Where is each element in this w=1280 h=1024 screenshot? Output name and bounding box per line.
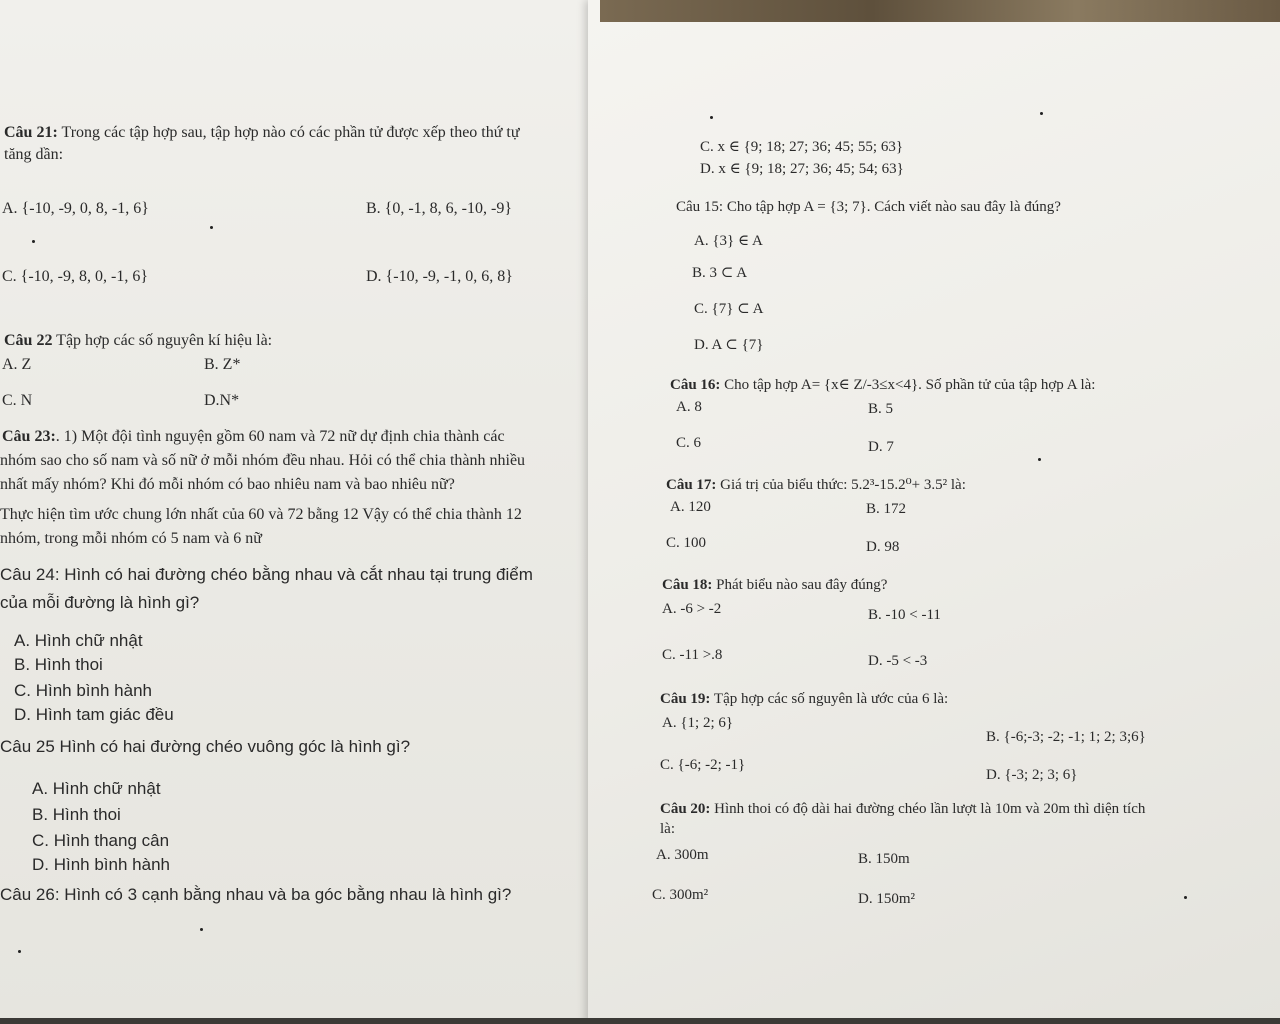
q19-option-a: A. {1; 2; 6}	[662, 715, 734, 731]
q18-option-d: D. -5 < -3	[868, 653, 928, 669]
q20-question-line2: là:	[660, 821, 675, 837]
q22-option-a: A. Z	[2, 356, 32, 373]
q19-question	[660, 690, 948, 708]
q18-option-c: C. -11 >.8	[662, 647, 723, 663]
q25-option-a: A. Hình chữ nhật	[32, 779, 161, 798]
q24-option-c: C. Hình bình hành	[14, 681, 152, 700]
q14-option-c: C. x ∈ {9; 18; 27; 36; 45; 55; 63}	[700, 139, 904, 155]
q19-option-c: C. {-6; -2; -1}	[660, 757, 746, 773]
q24-option-b: B. Hình thoi	[14, 655, 103, 674]
q16-question	[670, 376, 1095, 394]
q20-option-a: A. 300m	[656, 847, 709, 863]
q15-option-a: A. {3} ∈ A	[694, 233, 763, 249]
q16-option-c: C. 6	[676, 435, 702, 451]
q18-question	[662, 576, 887, 594]
q14-option-d: D. x ∈ {9; 18; 27; 36; 45; 54; 63}	[700, 161, 904, 177]
q17-text: Giá trị của biểu thức: 5.2³-15.2⁰+ 3.5² là:	[716, 477, 966, 493]
q17-option-c: C. 100	[666, 535, 707, 551]
q15-option-c: C. {7} ⊂ A	[694, 301, 764, 317]
q17-question	[666, 476, 966, 494]
q23-line3: nhất mấy nhóm? Khi đó mỗi nhóm có bao nhiêu nam và bao nhiêu nữ?	[0, 476, 455, 493]
background-strip	[600, 0, 1280, 22]
q19-option-b: B. {-6;-3; -2; -1; 1; 2; 3;6}	[986, 729, 1146, 745]
q15-option-b: B. 3 ⊂ A	[692, 265, 748, 281]
q17-label: Câu 17:	[666, 477, 717, 493]
speck	[18, 950, 21, 953]
q22-label: Câu 22	[4, 332, 53, 349]
speck	[1184, 896, 1187, 899]
q16-option-d: D. 7	[868, 439, 894, 455]
q25-line: Câu 25 Hình có hai đường chéo vuông góc là hình gì?	[0, 737, 411, 756]
q21-option-c: C. {-10, -9, 8, 0, -1, 6}	[2, 268, 149, 285]
q19-label: Câu 19:	[660, 691, 711, 707]
q19-option-d: D. {-3; 2; 3; 6}	[986, 767, 1078, 783]
q22-text: Tập hợp các số nguyên kí hiệu là:	[52, 332, 273, 349]
q17-option-a: A. 120	[670, 499, 711, 515]
q23-line1	[2, 428, 505, 446]
q21-option-a: A. {-10, -9, 0, 8, -1, 6}	[2, 200, 149, 217]
speck	[200, 928, 203, 931]
q20-option-b: B. 150m	[858, 851, 910, 867]
q17-option-d: D. 98	[866, 539, 900, 555]
q21-option-b: B. {0, -1, 8, 6, -10, -9}	[366, 200, 513, 217]
q20-option-c: C. 300m²	[652, 887, 709, 903]
speck	[32, 240, 35, 243]
q15-question: Câu 15: Cho tập hợp A = {3; 7}. Cách viết nào sau đây là đúng?	[676, 199, 1061, 215]
q21-option-d: D. {-10, -9, -1, 0, 6, 8}	[366, 268, 513, 285]
q16-option-b: B. 5	[868, 401, 894, 417]
speck	[1038, 458, 1041, 461]
q20-option-d: D. 150m²	[858, 891, 915, 907]
q22-option-c: C. N	[2, 392, 33, 409]
q23-label: Câu 23:	[2, 428, 56, 445]
q22-option-b: B. Z*	[204, 356, 241, 373]
q21-line2: tăng dần:	[4, 146, 64, 163]
q20-label: Câu 20:	[660, 801, 711, 817]
q20-text: Hình thoi có độ dài hai đường chéo lần lượt là 10m và 20m thì diện tích	[710, 801, 1146, 817]
q15-option-d: D. A ⊂ {7}	[694, 337, 764, 353]
q24-option-a: A. Hình chữ nhật	[14, 631, 143, 650]
q18-option-b: B. -10 < -11	[868, 607, 941, 623]
q24-line1: Câu 24: Hình có hai đường chéo bằng nhau và cắt nhau tại trung điểm	[0, 565, 533, 584]
q21-text: Trong các tập hợp sau, tập hợp nào có các phần tử được xếp theo thứ tự	[57, 124, 520, 141]
speck	[210, 226, 213, 229]
q23-line2: nhóm sao cho số nam và số nữ ở mỗi nhóm đều nhau. Hỏi có thể chia thành nhiều	[0, 452, 526, 469]
q18-label: Câu 18:	[662, 577, 713, 593]
q16-label: Câu 16:	[670, 377, 721, 393]
speck	[1040, 112, 1043, 115]
q25-option-c: C. Hình thang cân	[32, 831, 170, 850]
q24-line2: của mỗi đường là hình gì?	[0, 593, 200, 612]
q23-text: . 1) Một đội tình nguyện gồm 60 nam và 72 nữ dự định chia thành các	[55, 428, 505, 445]
q20-question	[660, 800, 1145, 818]
q25-option-b: B. Hình thoi	[32, 805, 121, 824]
q21-label: Câu 21:	[4, 124, 58, 141]
q17-option-b: B. 172	[866, 501, 907, 517]
bottom-edge	[0, 1018, 1280, 1024]
q18-text: Phát biểu nào sau đây đúng?	[712, 577, 888, 593]
q16-option-a: A. 8	[676, 399, 702, 415]
q22-option-d: D.N*	[204, 392, 240, 409]
q25-option-d: D. Hình bình hành	[32, 855, 170, 874]
q23-answer-line2: nhóm, trong mỗi nhóm có 5 nam và 6 nữ	[0, 530, 262, 547]
q24-option-d: D. Hình tam giác đều	[14, 705, 174, 724]
q18-option-a: A. -6 > -2	[662, 601, 722, 617]
q26-line: Câu 26: Hình có 3 cạnh bằng nhau và ba góc bằng nhau là hình gì?	[0, 885, 512, 904]
q23-answer-line1: Thực hiện tìm ước chung lớn nhất của 60 và 72 bằng 12 Vậy có thể chia thành 12	[0, 506, 522, 523]
q19-text: Tập hợp các số nguyên là ước của 6 là:	[710, 691, 949, 707]
q22-question	[4, 332, 272, 350]
q21-line1	[4, 124, 520, 142]
speck	[710, 116, 713, 119]
q16-text: Cho tập hợp A= {x∈ Z/-3≤x<4}. Số phần tử của tập hợp A là:	[720, 377, 1096, 393]
